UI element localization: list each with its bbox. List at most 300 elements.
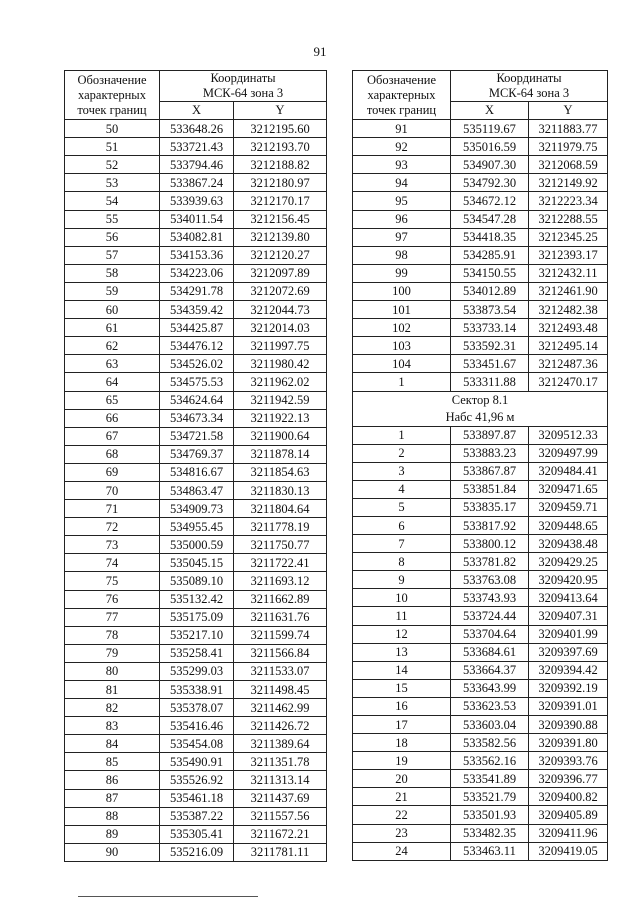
x-value: 533800.12 [451, 535, 529, 553]
x-value: 533541.89 [451, 770, 529, 788]
x-value: 535378.07 [160, 699, 234, 717]
x-value: 533311.88 [451, 373, 529, 391]
point-id: 96 [353, 210, 451, 228]
x-value: 534153.36 [160, 246, 234, 264]
table-row [353, 734, 608, 752]
y-value: 3212288.55 [529, 210, 608, 228]
point-id: 64 [65, 373, 160, 391]
point-id: 50 [65, 120, 160, 138]
point-id: 65 [65, 391, 160, 409]
table-row [65, 789, 327, 807]
x-value: 534291.78 [160, 282, 234, 300]
y-value: 3211997.75 [234, 337, 327, 355]
point-id: 60 [65, 301, 160, 319]
table-row [353, 319, 608, 337]
y-value: 3211533.07 [234, 662, 327, 680]
sector-caption [353, 391, 608, 426]
table-row [353, 462, 608, 480]
table-row [65, 301, 327, 319]
y-value: 3211900.64 [234, 427, 327, 445]
point-id: 13 [353, 643, 451, 661]
table-row [65, 210, 327, 228]
y-value: 3212470.17 [529, 373, 608, 391]
x-value: 535016.59 [451, 138, 529, 156]
y-value: 3209401.99 [529, 625, 608, 643]
table-row [65, 246, 327, 264]
y-value: 3209392.19 [529, 679, 608, 697]
x-value: 535490.91 [160, 753, 234, 771]
y-value: 3211804.64 [234, 500, 327, 518]
table-row [353, 480, 608, 498]
y-value: 3212139.80 [234, 228, 327, 246]
table-row [353, 355, 608, 373]
sector-section [353, 391, 608, 426]
y-value: 3211883.77 [529, 120, 608, 138]
coordinates-table-left [64, 70, 327, 862]
x-value: 534863.47 [160, 481, 234, 499]
x-value: 535454.08 [160, 735, 234, 753]
y-value: 3212149.92 [529, 174, 608, 192]
y-value: 3212044.73 [234, 301, 327, 319]
point-label-header: Обозначение характерных точек границ [353, 71, 451, 120]
point-id: 21 [353, 788, 451, 806]
point-id: 1 [353, 373, 451, 391]
y-value: 3211557.56 [234, 807, 327, 825]
point-id: 83 [65, 717, 160, 735]
x-value: 535305.41 [160, 825, 234, 843]
table-row [65, 681, 327, 699]
point-id: 56 [65, 228, 160, 246]
x-value: 533733.14 [451, 319, 529, 337]
y-value: 3211662.89 [234, 590, 327, 608]
x-value: 534285.91 [451, 246, 529, 264]
table-row [353, 174, 608, 192]
table-row [353, 770, 608, 788]
x-value: 534624.64 [160, 391, 234, 409]
y-value: 3209419.05 [529, 842, 608, 860]
point-id: 59 [65, 282, 160, 300]
point-id: 81 [65, 681, 160, 699]
table-row [353, 661, 608, 679]
point-id: 52 [65, 156, 160, 174]
x-value: 535258.41 [160, 644, 234, 662]
x-value: 535132.42 [160, 590, 234, 608]
point-id: 5 [353, 498, 451, 516]
table-row [353, 210, 608, 228]
x-value: 535338.91 [160, 681, 234, 699]
x-value: 534575.53 [160, 373, 234, 391]
x-value: 535387.22 [160, 807, 234, 825]
table-row [65, 554, 327, 572]
point-id: 6 [353, 516, 451, 534]
y-value: 3211672.21 [234, 825, 327, 843]
table-row [353, 426, 608, 444]
y-value: 3211942.59 [234, 391, 327, 409]
y-value: 3209413.64 [529, 589, 608, 607]
x-value: 534012.89 [451, 282, 529, 300]
x-value: 533623.53 [451, 697, 529, 715]
point-id: 85 [65, 753, 160, 771]
y-value: 3212180.97 [234, 174, 327, 192]
point-id: 68 [65, 445, 160, 463]
point-id: 61 [65, 319, 160, 337]
table-row [353, 625, 608, 643]
table-row [65, 735, 327, 753]
x-value: 534082.81 [160, 228, 234, 246]
x-value: 535299.03 [160, 662, 234, 680]
x-value: 535216.09 [160, 843, 234, 861]
y-value: 3211566.84 [234, 644, 327, 662]
table-row [353, 535, 608, 553]
y-header: Y [529, 102, 608, 120]
page-number: 91 [313, 44, 327, 59]
point-id: 97 [353, 228, 451, 246]
table-row [353, 228, 608, 246]
x-value: 535089.10 [160, 572, 234, 590]
table-row [353, 589, 608, 607]
x-value: 533897.87 [451, 426, 529, 444]
point-id: 24 [353, 842, 451, 860]
sector-row [353, 391, 608, 426]
table-row [65, 608, 327, 626]
y-value: 3209438.48 [529, 535, 608, 553]
x-value: 534425.87 [160, 319, 234, 337]
point-id: 4 [353, 480, 451, 498]
x-value: 533562.16 [451, 752, 529, 770]
point-id: 58 [65, 264, 160, 282]
y-value: 3211351.78 [234, 753, 327, 771]
y-value: 3211389.64 [234, 735, 327, 753]
table-row [65, 518, 327, 536]
y-value: 3212072.69 [234, 282, 327, 300]
coordinates-table-right [352, 70, 608, 861]
y-value: 3211437.69 [234, 789, 327, 807]
table-row [65, 662, 327, 680]
x-value: 533451.67 [451, 355, 529, 373]
table-row [65, 264, 327, 282]
x-value: 534769.37 [160, 445, 234, 463]
y-value: 3211980.42 [234, 355, 327, 373]
table-row [353, 120, 608, 138]
point-id: 103 [353, 337, 451, 355]
x-value: 535526.92 [160, 771, 234, 789]
coordinates-header: Координаты МСК-64 зона 3 [160, 71, 327, 102]
table-row [65, 825, 327, 843]
y-value: 3211599.74 [234, 626, 327, 644]
point-id: 95 [353, 192, 451, 210]
y-value: 3211781.11 [234, 843, 327, 861]
x-value: 534673.34 [160, 409, 234, 427]
y-value: 3209484.41 [529, 462, 608, 480]
table-row [65, 427, 327, 445]
x-value: 533867.24 [160, 174, 234, 192]
x-value: 534476.12 [160, 337, 234, 355]
x-value: 533704.64 [451, 625, 529, 643]
y-value: 3212120.27 [234, 246, 327, 264]
coordinates-header: Координаты МСК-64 зона 3 [451, 71, 608, 102]
x-value: 533582.56 [451, 734, 529, 752]
table-row [353, 643, 608, 661]
table-row [353, 301, 608, 319]
point-id: 79 [65, 644, 160, 662]
x-value: 535119.67 [451, 120, 529, 138]
point-id: 104 [353, 355, 451, 373]
x-value: 533648.26 [160, 120, 234, 138]
x-value: 535175.09 [160, 608, 234, 626]
x-value: 533817.92 [451, 516, 529, 534]
point-id: 75 [65, 572, 160, 590]
y-value: 3209411.96 [529, 824, 608, 842]
x-value: 533592.31 [451, 337, 529, 355]
y-value: 3209471.65 [529, 480, 608, 498]
y-value: 3211830.13 [234, 481, 327, 499]
x-value: 533743.93 [451, 589, 529, 607]
point-id: 53 [65, 174, 160, 192]
point-id: 67 [65, 427, 160, 445]
y-value: 3209429.25 [529, 553, 608, 571]
x-value: 533867.87 [451, 462, 529, 480]
table-row [353, 498, 608, 516]
sector-title: Сектор 8.1 [451, 392, 509, 407]
table-row [65, 138, 327, 156]
table-row [65, 156, 327, 174]
x-value: 533684.61 [451, 643, 529, 661]
point-id: 3 [353, 462, 451, 480]
table-row [65, 807, 327, 825]
table-row [65, 626, 327, 644]
x-value: 533501.93 [451, 806, 529, 824]
table-row [353, 444, 608, 462]
y-value: 3211722.41 [234, 554, 327, 572]
point-id: 80 [65, 662, 160, 680]
x-header: X [451, 102, 529, 120]
y-value: 3211962.02 [234, 373, 327, 391]
point-id: 101 [353, 301, 451, 319]
y-value: 3209448.65 [529, 516, 608, 534]
point-id: 57 [65, 246, 160, 264]
x-value: 534907.30 [451, 156, 529, 174]
point-id: 70 [65, 481, 160, 499]
point-id: 15 [353, 679, 451, 697]
table-row [353, 842, 608, 860]
y-value: 3212170.17 [234, 192, 327, 210]
x-value: 534721.58 [160, 427, 234, 445]
x-value: 535416.46 [160, 717, 234, 735]
x-value: 535217.10 [160, 626, 234, 644]
x-value: 535461.18 [160, 789, 234, 807]
x-value: 534526.02 [160, 355, 234, 373]
y-value: 3212393.17 [529, 246, 608, 264]
table-row [65, 536, 327, 554]
point-id: 78 [65, 626, 160, 644]
x-header: X [160, 102, 234, 120]
point-id: 72 [65, 518, 160, 536]
point-id: 93 [353, 156, 451, 174]
x-value: 534672.12 [451, 192, 529, 210]
table-row [65, 228, 327, 246]
point-id: 71 [65, 500, 160, 518]
y-value: 3209405.89 [529, 806, 608, 824]
table-row [65, 120, 327, 138]
x-value: 534150.55 [451, 264, 529, 282]
x-value: 533664.37 [451, 661, 529, 679]
point-id: 90 [65, 843, 160, 861]
point-id: 89 [65, 825, 160, 843]
point-id: 11 [353, 607, 451, 625]
sector-height: Набс 41,96 м [445, 409, 515, 424]
right-rows-main [353, 120, 608, 391]
table-row [353, 571, 608, 589]
point-id: 1 [353, 426, 451, 444]
table-row [65, 391, 327, 409]
table-row [65, 192, 327, 210]
y-value: 3212345.25 [529, 228, 608, 246]
point-id: 62 [65, 337, 160, 355]
y-value: 3209459.71 [529, 498, 608, 516]
point-id: 86 [65, 771, 160, 789]
y-header: Y [234, 102, 327, 120]
x-value: 534547.28 [451, 210, 529, 228]
point-id: 102 [353, 319, 451, 337]
table-row [353, 553, 608, 571]
point-id: 2 [353, 444, 451, 462]
table-row [65, 843, 327, 861]
x-value: 534955.45 [160, 518, 234, 536]
y-value: 3211426.72 [234, 717, 327, 735]
point-id: 20 [353, 770, 451, 788]
y-value: 3212461.90 [529, 282, 608, 300]
table-row [65, 717, 327, 735]
y-value: 3209407.31 [529, 607, 608, 625]
point-id: 84 [65, 735, 160, 753]
table-row [353, 192, 608, 210]
point-id: 99 [353, 264, 451, 282]
x-value: 533763.08 [451, 571, 529, 589]
y-value: 3212188.82 [234, 156, 327, 174]
table-row [65, 282, 327, 300]
table-row [353, 752, 608, 770]
point-id: 10 [353, 589, 451, 607]
y-value: 3211631.76 [234, 608, 327, 626]
table-row [353, 824, 608, 842]
y-value: 3211979.75 [529, 138, 608, 156]
x-value: 533883.23 [451, 444, 529, 462]
table-row [353, 282, 608, 300]
point-id: 100 [353, 282, 451, 300]
point-id: 91 [353, 120, 451, 138]
y-value: 3212493.48 [529, 319, 608, 337]
table-row [65, 753, 327, 771]
y-value: 3209420.95 [529, 571, 608, 589]
y-value: 3212482.38 [529, 301, 608, 319]
y-value: 3209393.76 [529, 752, 608, 770]
table-row [65, 174, 327, 192]
x-value: 533643.99 [451, 679, 529, 697]
table-row [353, 516, 608, 534]
x-value: 534792.30 [451, 174, 529, 192]
y-value: 3212193.70 [234, 138, 327, 156]
x-value: 533835.17 [451, 498, 529, 516]
x-value: 534359.42 [160, 301, 234, 319]
x-value: 533603.04 [451, 716, 529, 734]
table-row [65, 572, 327, 590]
x-value: 533781.82 [451, 553, 529, 571]
x-value: 533939.63 [160, 192, 234, 210]
table-row [65, 771, 327, 789]
y-value: 3211462.99 [234, 699, 327, 717]
table-row [353, 264, 608, 282]
table-row [65, 500, 327, 518]
table-row [65, 337, 327, 355]
table-row [65, 590, 327, 608]
y-value: 3212195.60 [234, 120, 327, 138]
table-row [353, 679, 608, 697]
y-value: 3212068.59 [529, 156, 608, 174]
point-id: 54 [65, 192, 160, 210]
point-id: 16 [353, 697, 451, 715]
y-value: 3209394.42 [529, 661, 608, 679]
y-value: 3212223.34 [529, 192, 608, 210]
y-value: 3209497.99 [529, 444, 608, 462]
y-value: 3209396.77 [529, 770, 608, 788]
point-id: 82 [65, 699, 160, 717]
x-value: 534223.06 [160, 264, 234, 282]
y-value: 3212432.11 [529, 264, 608, 282]
table-row [353, 246, 608, 264]
x-value: 533724.44 [451, 607, 529, 625]
y-value: 3209400.82 [529, 788, 608, 806]
point-id: 73 [65, 536, 160, 554]
y-value: 3209391.01 [529, 697, 608, 715]
table-row [65, 644, 327, 662]
table-row [65, 373, 327, 391]
y-value: 3209397.69 [529, 643, 608, 661]
y-value: 3212014.03 [234, 319, 327, 337]
point-id: 18 [353, 734, 451, 752]
point-id: 55 [65, 210, 160, 228]
point-id: 76 [65, 590, 160, 608]
x-value: 534816.67 [160, 463, 234, 481]
y-value: 3211498.45 [234, 681, 327, 699]
y-value: 3211313.14 [234, 771, 327, 789]
point-id: 98 [353, 246, 451, 264]
x-value: 533482.35 [451, 824, 529, 842]
table-row [353, 337, 608, 355]
table-row [65, 319, 327, 337]
x-value: 534909.73 [160, 500, 234, 518]
point-id: 9 [353, 571, 451, 589]
left-rows [65, 120, 327, 862]
x-value: 535045.15 [160, 554, 234, 572]
point-id: 51 [65, 138, 160, 156]
x-value: 533463.11 [451, 842, 529, 860]
point-id: 77 [65, 608, 160, 626]
x-value: 533721.43 [160, 138, 234, 156]
point-id: 12 [353, 625, 451, 643]
point-id: 8 [353, 553, 451, 571]
table-row [353, 697, 608, 715]
y-value: 3212495.14 [529, 337, 608, 355]
point-id: 22 [353, 806, 451, 824]
x-value: 535000.59 [160, 536, 234, 554]
x-value: 534418.35 [451, 228, 529, 246]
right-rows-sector [353, 426, 608, 860]
y-value: 3212487.36 [529, 355, 608, 373]
point-id: 17 [353, 716, 451, 734]
point-id: 69 [65, 463, 160, 481]
x-value: 533521.79 [451, 788, 529, 806]
point-id: 23 [353, 824, 451, 842]
